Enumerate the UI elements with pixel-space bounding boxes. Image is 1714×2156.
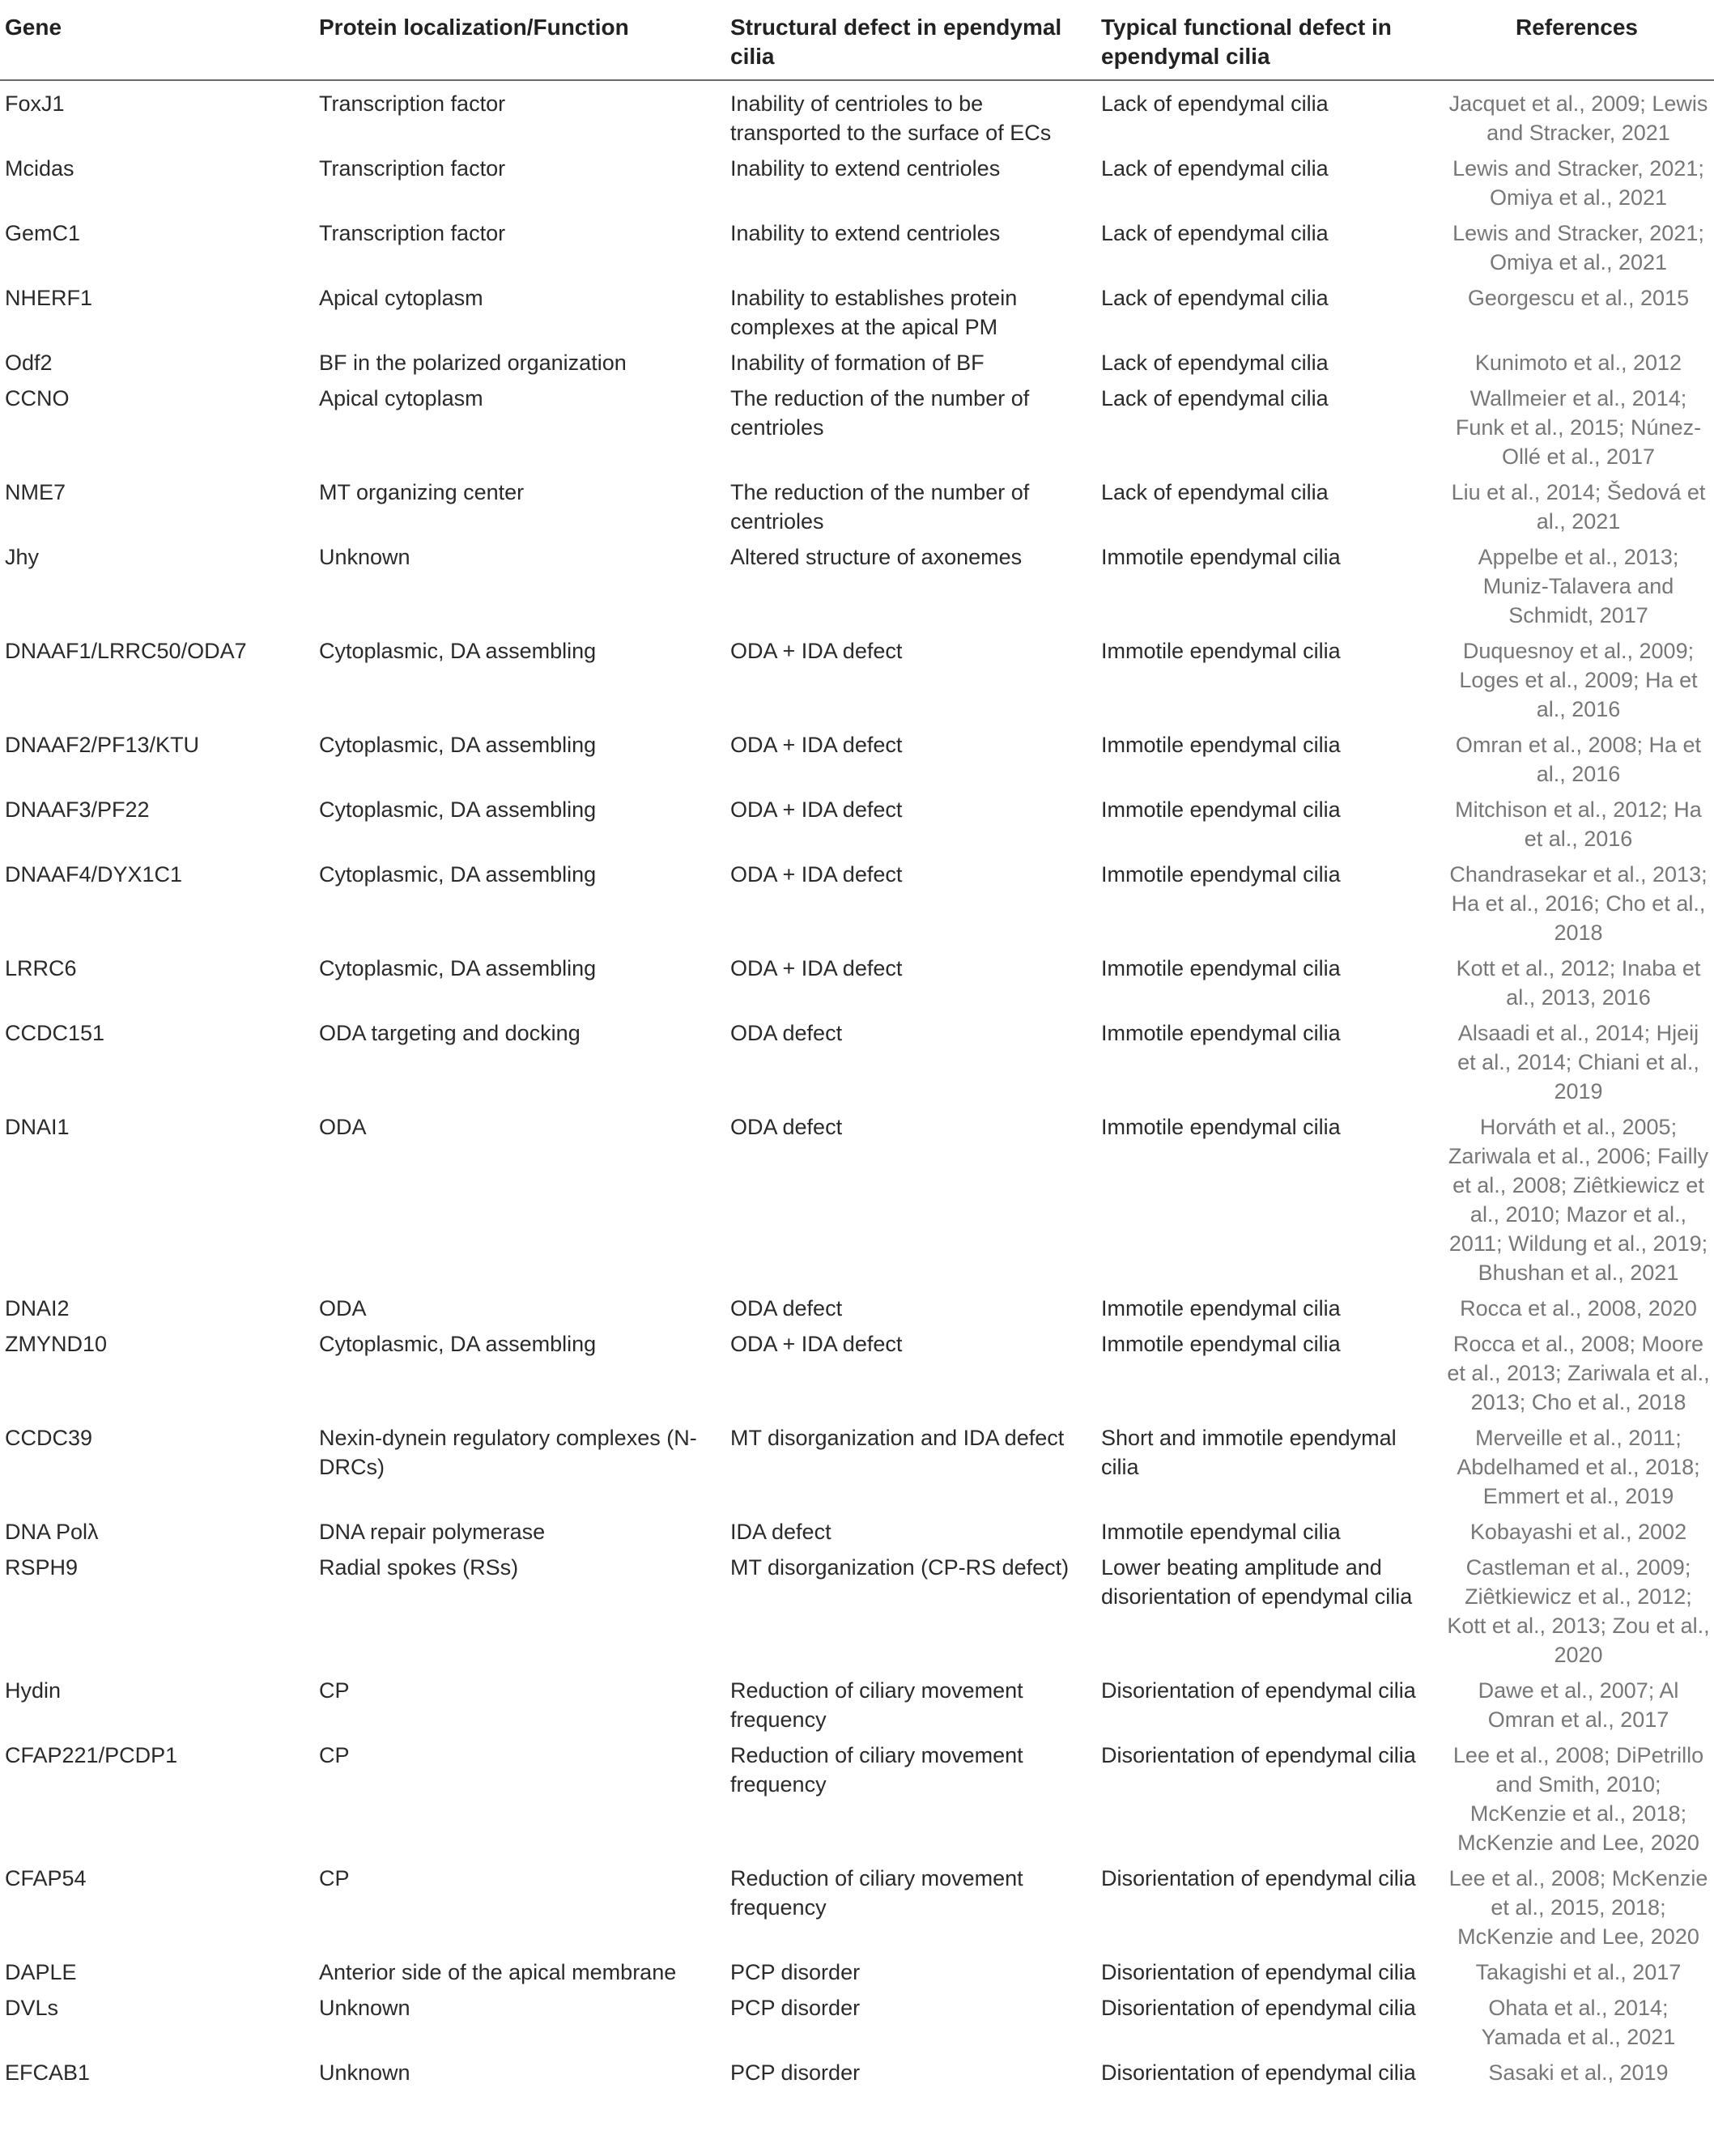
cell-functional-defect: Disorientation of ependymal cilia [1101,1996,1416,2020]
header-gene: Gene [0,0,314,80]
cell-gene: DNAAF4/DYX1C1 [5,862,183,887]
cell-references: Ohata et al., 2014; Yamada et al., 2021 [1481,1996,1676,2049]
cell-structural-defect: Inability to extend centrioles [730,221,1001,245]
table-row [0,1671,1714,1736]
cell-structural-defect: ODA + IDA defect [730,733,903,757]
cell-function: CP [319,1866,350,1890]
cell-function: Cytoplasmic, DA assembling [319,733,597,757]
cell-references: Kobayashi et al., 2002 [1469,1520,1687,1544]
table-header [0,0,1714,80]
cell-gene: Mcidas [5,156,74,181]
cell-function: CP [319,1743,350,1767]
cell-function: Unknown [319,1996,410,2020]
cell-function: Transcription factor [319,221,506,245]
cell-functional-defect: Disorientation of ependymal cilia [1101,1960,1416,1984]
cell-gene: DNAAF1/LRRC50/ODA7 [5,639,247,663]
table-row [0,1325,1714,1418]
cell-structural-defect: PCP disorder [730,1996,861,2020]
cell-references: Merveille et al., 2011; Abdelhamed et al., 2018; Emmert et al., 2019 [1457,1426,1700,1508]
cell-references: Omran et al., 2008; Ha et al., 2016 [1455,733,1702,786]
cell-gene: Hydin [5,1678,62,1703]
cell-references: Castleman et al., 2009; Ziêtkiewicz et al., 2012; Kott et al., 2013; Zou et al., 2020 [1447,1555,1710,1667]
cell-structural-defect: IDA defect [730,1520,831,1544]
cell-references: Lewis and Stracker, 2021; Omiya et al., 2021 [1452,156,1704,210]
table-row [0,214,1714,279]
table-row [0,1512,1714,1548]
cell-gene: CCNO [5,386,70,410]
cell-functional-defect: Lack of ependymal cilia [1101,156,1329,181]
table-row [0,80,1714,149]
cell-functional-defect: Immotile ependymal cilia [1101,545,1341,569]
cell-gene: NHERF1 [5,286,93,310]
cell-gene: CCDC151 [5,1021,105,1045]
cell-references: Duquesnoy et al., 2009; Loges et al., 2009; Ha et al., 2016 [1459,639,1698,721]
table-row [0,631,1714,725]
cell-gene: RSPH9 [5,1555,79,1580]
cell-functional-defect: Lack of ependymal cilia [1101,221,1329,245]
cell-function: Cytoplasmic, DA assembling [319,862,597,887]
cell-structural-defect: Inability to establishes protein complexes at the apical PM [730,286,1018,339]
cell-structural-defect: Reduction of ciliary movement frequency [730,1743,1023,1797]
cell-function: Nexin-dynein regulatory complexes (N-DRCs) [319,1426,697,1479]
cell-function: ODA [319,1115,367,1139]
cell-function: Transcription factor [319,91,506,116]
cell-structural-defect: Inability of centrioles to be transported to the surface of ECs [730,91,1052,145]
cell-structural-defect: PCP disorder [730,2060,861,2085]
cell-structural-defect: ODA + IDA defect [730,639,903,663]
cell-functional-defect: Immotile ependymal cilia [1101,1332,1341,1356]
table-row [0,855,1714,949]
table-row [0,1548,1714,1671]
cell-references: Mitchison et al., 2012; Ha et al., 2016 [1455,797,1702,851]
cell-gene: CFAP221/PCDP1 [5,1743,178,1767]
cell-references: Chandrasekar et al., 2013; Ha et al., 2016; Cho et al., 2018 [1449,862,1708,945]
cell-structural-defect: Altered structure of axonemes [730,545,1023,569]
cell-functional-defect: Immotile ependymal cilia [1101,1021,1341,1045]
cell-functional-defect: Immotile ependymal cilia [1101,639,1341,663]
cell-function: Anterior side of the apical membrane [319,1960,677,1984]
cell-gene: Odf2 [5,351,53,375]
cell-structural-defect: MT disorganization and IDA defect [730,1426,1065,1450]
cell-functional-defect: Disorientation of ependymal cilia [1101,1866,1416,1890]
cell-function: BF in the polarized organization [319,351,627,375]
cell-references: Jacquet et al., 2009; Lewis and Stracker, 2021 [1448,91,1708,145]
cell-structural-defect: ODA + IDA defect [730,956,903,980]
cell-structural-defect: ODA defect [730,1296,843,1320]
cell-references: Takagishi et al., 2017 [1475,1960,1682,1984]
cell-gene: GemC1 [5,221,81,245]
cell-references: Lee et al., 2008; DiPetrillo and Smith, 2010; McKenzie et al., 2018; McKenzie and Lee, 2020 [1452,1743,1704,1855]
cell-structural-defect: Inability to extend centrioles [730,156,1001,181]
cell-gene: ZMYND10 [5,1332,108,1356]
cell-gene: DNAAF2/PF13/KTU [5,733,200,757]
cell-function: Cytoplasmic, DA assembling [319,1332,597,1356]
cell-references: Kunimoto et al., 2012 [1474,351,1682,375]
cell-references: Kott et al., 2012; Inaba et al., 2013, 2016 [1456,956,1701,1010]
cell-gene: Jhy [5,545,40,569]
cell-function: Cytoplasmic, DA assembling [319,639,597,663]
table-row [0,473,1714,538]
cell-structural-defect: PCP disorder [730,1960,861,1984]
header-row [0,0,1714,80]
cell-references: Rocca et al., 2008; Moore et al., 2013; Zariwala et al., 2013; Cho et al., 2018 [1447,1332,1710,1414]
cell-functional-defect: Immotile ependymal cilia [1101,862,1341,887]
cell-functional-defect: Immotile ependymal cilia [1101,1520,1341,1544]
cell-gene: DVLs [5,1996,59,2020]
cell-structural-defect: The reduction of the number of centrioles [730,480,1030,534]
table-row [0,538,1714,631]
table-row [0,1289,1714,1325]
cell-references: Georgescu et al., 2015 [1467,286,1690,310]
cell-structural-defect: ODA + IDA defect [730,797,903,822]
cell-gene: DAPLE [5,1960,77,1984]
table-row [0,1736,1714,1859]
cell-references: Lewis and Stracker, 2021; Omiya et al., 2021 [1452,221,1704,274]
cell-structural-defect: Reduction of ciliary movement frequency [730,1866,1023,1920]
cell-function: MT organizing center [319,480,525,504]
cell-function: ODA targeting and docking [319,1021,581,1045]
cell-references: Liu et al., 2014; Šedová et al., 2021 [1451,480,1706,534]
cell-functional-defect: Lack of ependymal cilia [1101,286,1329,310]
cell-functional-defect: Disorientation of ependymal cilia [1101,1678,1416,1703]
header-functional-defect: Typical functional defect in ependymal cilia [1096,0,1441,80]
cell-functional-defect: Lack of ependymal cilia [1101,91,1329,116]
cell-function: Radial spokes (RSs) [319,1555,519,1580]
cell-references: Appelbe et al., 2013; Muniz-Talavera and Schmidt, 2017 [1478,545,1679,627]
cell-functional-defect: Short and immotile ependymal cilia [1101,1426,1397,1479]
cell-function: Cytoplasmic, DA assembling [319,797,597,822]
cell-function: DNA repair polymerase [319,1520,546,1544]
table-row [0,379,1714,473]
cell-function: Apical cytoplasm [319,386,483,410]
cell-gene: NME7 [5,480,66,504]
cell-references: Wallmeier et al., 2014; Funk et al., 2015; Núnez-Ollé et al., 2017 [1455,386,1702,469]
cell-structural-defect: The reduction of the number of centrioles [730,386,1030,440]
cell-function: Cytoplasmic, DA assembling [319,956,597,980]
cell-functional-defect: Lower beating amplitude and disorientation of ependymal cilia [1101,1555,1413,1609]
cell-gene: DNAAF3/PF22 [5,797,150,822]
cell-structural-defect: MT disorganization (CP-RS defect) [730,1555,1070,1580]
table-row [0,1108,1714,1289]
table-row [0,725,1714,790]
cell-references: Horváth et al., 2005; Zariwala et al., 2006; Failly et al., 2008; Ziêtkiewicz et al., 2010; Mazor et al., 2011; Wildung et al., 2019; Bhushan et al., 2021 [1448,1115,1709,1285]
cell-functional-defect: Immotile ependymal cilia [1101,733,1341,757]
cell-function: CP [319,1678,350,1703]
cell-gene: EFCAB1 [5,2060,91,2085]
cell-structural-defect: Reduction of ciliary movement frequency [730,1678,1023,1732]
table-row [0,790,1714,855]
cell-gene: DNA Polλ [5,1520,99,1544]
cell-functional-defect: Lack of ependymal cilia [1101,480,1329,504]
cell-functional-defect: Immotile ependymal cilia [1101,797,1341,822]
cell-function: Unknown [319,2060,410,2085]
table-row [0,1014,1714,1108]
cell-functional-defect: Disorientation of ependymal cilia [1101,2060,1416,2085]
cell-functional-defect: Disorientation of ependymal cilia [1101,1743,1416,1767]
table-row [0,1988,1714,2053]
header-structural-defect: Structural defect in ependymal cilia [725,0,1096,80]
header-references: References [1441,0,1714,80]
cell-references: Rocca et al., 2008, 2020 [1460,1296,1697,1320]
cell-function: Apical cytoplasm [319,286,483,310]
cell-gene: CFAP54 [5,1866,87,1890]
header-function: Protein localization/Function [314,0,725,80]
cell-function: Unknown [319,545,410,569]
table-row [0,1859,1714,1953]
cell-gene: FoxJ1 [5,91,65,116]
table-row [0,949,1714,1014]
cell-structural-defect: ODA defect [730,1115,843,1139]
table-row [0,1953,1714,1988]
cell-gene: CCDC39 [5,1426,93,1450]
cell-references: Lee et al., 2008; McKenzie et al., 2015, 2018; McKenzie and Lee, 2020 [1448,1866,1708,1949]
cell-structural-defect: ODA + IDA defect [730,862,903,887]
cell-gene: DNAI2 [5,1296,70,1320]
cell-function: Transcription factor [319,156,506,181]
cell-functional-defect: Lack of ependymal cilia [1101,351,1329,375]
cell-functional-defect: Immotile ependymal cilia [1101,1115,1341,1139]
table-row [0,2053,1714,2089]
cell-structural-defect: ODA defect [730,1021,843,1045]
cell-function: ODA [319,1296,367,1320]
cell-references: Alsaadi et al., 2014; Hjeij et al., 2014; Chiani et al., 2019 [1457,1021,1699,1104]
cell-references: Dawe et al., 2007; Al Omran et al., 2017 [1478,1678,1679,1732]
table-row [0,149,1714,214]
table-row [0,1418,1714,1512]
table-body [0,80,1714,2089]
cell-functional-defect: Immotile ependymal cilia [1101,1296,1341,1320]
cell-gene: DNAI1 [5,1115,70,1139]
cell-references: Sasaki et al., 2019 [1488,2060,1669,2085]
table-row [0,343,1714,379]
cell-functional-defect: Lack of ependymal cilia [1101,386,1329,410]
cell-structural-defect: Inability of formation of BF [730,351,985,375]
cell-structural-defect: ODA + IDA defect [730,1332,903,1356]
cell-functional-defect: Immotile ependymal cilia [1101,956,1341,980]
cell-gene: LRRC6 [5,956,77,980]
table-row [0,279,1714,343]
